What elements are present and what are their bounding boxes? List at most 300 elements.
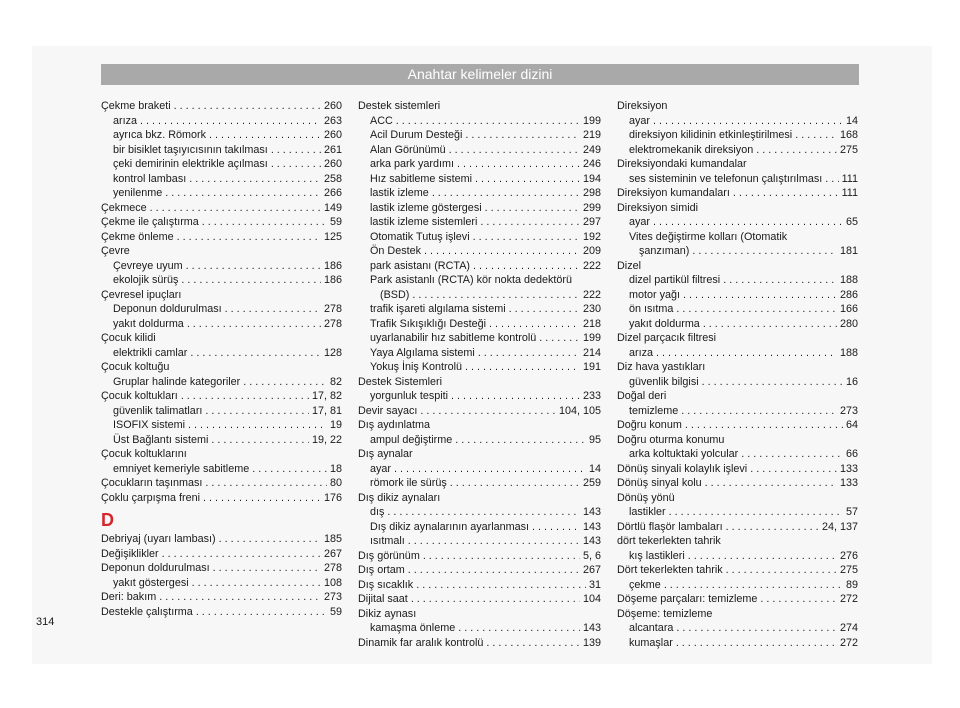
entry-page-ref: 139 [582,636,601,649]
entry-term: uyarlanabilir hız sabitleme kontrolü [370,332,537,344]
index-entry [101,476,342,491]
entry-term: Çevresel ipuçları [101,288,182,301]
entry-page-ref: 272 [839,593,858,605]
entry-page-ref: 186 [323,274,342,286]
entry-term: Dış dikiz aynalarının ayarlanması [370,520,530,533]
entry-term: Direksiyondaki kumandalar [617,158,747,170]
dot-leader [465,360,580,375]
entry-page-ref: 273 [323,591,342,603]
entry-term: Destek sistemleri [358,100,441,112]
index-entry [358,375,601,390]
entry-page-ref: 209 [582,245,601,257]
entry-term: Dış dikiz aynaları [358,491,441,504]
entry-page-ref: 259 [582,477,601,489]
index-entry [358,491,601,506]
dot-leader [174,99,321,114]
dot-leader [192,576,321,591]
index-subentry [617,128,858,143]
entry-page-ref: 260 [323,129,342,141]
dot-leader [181,273,321,288]
entry-term: Dış aydınlatma [358,419,431,431]
dot-leader [188,418,327,433]
dot-leader [685,418,843,433]
entry-page-ref: 31 [588,578,601,591]
entry-page-ref: 188 [839,346,858,359]
entry-term: arıza [629,346,654,359]
entry-page-ref: 133 [839,477,858,489]
index-subentry [617,288,858,303]
dot-leader [703,317,837,332]
entry-page-ref: 280 [839,317,858,330]
dot-leader [408,534,580,549]
entry-page-ref: 278 [323,317,342,330]
entry-page-ref: 17, 82 [311,390,342,402]
index-subentry [617,375,858,390]
entry-term: Trafik Sıkışıklığı Desteği [370,317,486,330]
entry-term: Dış aynalar [358,448,413,460]
entry-page-ref: 57 [845,506,858,518]
dot-leader [756,143,837,158]
entry-term: ayar [370,462,392,475]
entry-page-ref: 297 [582,216,601,228]
index-entry [358,607,601,622]
dot-leader [449,143,580,158]
index-subentry [358,215,601,230]
index-subentry [101,259,342,274]
entry-term: kış lastikleri [629,549,685,562]
entry-term: lastikler [629,506,666,518]
entry-term: motor yağı [629,288,681,301]
dot-leader [705,476,837,491]
entry-page-ref: 14 [588,462,601,475]
section-letter: D [101,510,114,530]
dot-leader [509,302,580,317]
entry-term: Destek Sistemleri [358,375,442,388]
entry-term: Çevreye uyum [113,259,183,272]
index-entry [101,605,342,620]
index-entry [101,288,342,303]
entry-term: Destekle çalıştırma [101,605,193,618]
entry-term: Çocuk kilidi [101,332,156,344]
entry-term: Direksiyon simidi [617,201,698,214]
dot-leader [480,215,580,230]
dot-leader [478,346,580,361]
dot-leader [489,317,580,332]
dot-leader [825,172,838,187]
entry-page-ref: 199 [582,114,601,127]
dot-leader [225,302,321,317]
entry-term: Dizel [617,259,641,272]
entry-page-ref: 143 [582,520,601,533]
entry-page-ref: 266 [323,187,342,199]
entry-term: Alan Görünümü [370,143,446,156]
dot-leader [750,462,837,477]
entry-term: ekolojik sürüş [113,274,179,286]
index-subentry [101,433,342,448]
entry-term: ISOFIX sistemi [113,419,185,431]
entry-page-ref: 82 [329,375,342,388]
index-subentry [617,636,858,651]
index-entry [101,244,342,259]
entry-term: Diz hava yastıkları [617,361,706,373]
index-subentry [101,576,342,591]
dot-leader [186,259,321,274]
entry-term: güvenlik talimatları [113,404,203,417]
entry-page-ref: 143 [582,506,601,518]
index-subentry [101,143,342,158]
entry-term: bir bisiklet taşıyıcısının takılması [113,143,268,156]
index-subentry [101,186,342,201]
entry-page-ref: 95 [588,433,601,446]
entry-page-ref: 267 [323,547,342,560]
entry-term: şanzıman) [639,245,690,257]
entry-term: ampul değiştirme [370,433,453,446]
index-subentry [358,360,601,375]
entry-term: Direksiyon [617,100,668,112]
index-entry [358,578,601,593]
entry-page-ref: 222 [582,259,601,272]
index-entry [617,563,858,578]
index-subentry [101,462,342,477]
entry-page-ref: 65 [845,216,858,228]
entry-term: Dönüş yönü [617,491,675,504]
index-subentry [617,114,858,129]
index-subentry [617,215,858,230]
dot-leader [702,375,843,390]
entry-page-ref: 267 [582,564,601,576]
index-subentry [101,346,342,361]
entry-page-ref: 80 [329,477,342,489]
dot-leader [416,578,586,593]
index-subentry [101,114,342,129]
entry-term: ACC [370,114,393,127]
entry-page-ref: 104 [582,593,601,605]
entry-term: Çocuk koltukları [101,390,178,402]
dot-leader [692,244,837,259]
entry-page-ref: 222 [582,288,601,301]
index-entry [358,99,601,114]
index-entry [617,592,858,607]
entry-term: Deponun doldurulması [101,562,210,574]
dot-leader [653,215,843,230]
entry-term: Dört tekerlekten tahrik [617,564,723,576]
dot-leader [688,549,837,564]
entry-page-ref: 185 [323,533,342,545]
entry-term: arıza [113,114,138,127]
index-subentry [617,143,858,158]
entry-term: Değişiklikler [101,547,159,560]
entry-page-ref: 108 [323,576,342,589]
dot-leader [458,621,580,636]
entry-page-ref: 181 [839,245,858,257]
entry-term: ön ısıtma [629,303,674,315]
entry-page-ref: 246 [582,158,601,170]
entry-page-ref: 275 [839,143,858,156]
index-entry [101,201,342,216]
entry-term: Çekme ile çalıştırma [101,216,199,228]
index-subentry [101,418,342,433]
dot-leader [486,636,580,651]
entry-page-ref: 260 [323,100,342,112]
index-entry [617,201,858,216]
dot-leader [683,288,837,303]
entry-term: Çekme braketi [101,100,171,112]
page-title: Anahtar kelimeler dizini [101,64,859,85]
entry-term: lastik izleme [370,187,429,199]
dot-leader [455,433,586,448]
entry-term: Hız sabitleme sistemi [370,172,472,185]
entry-page-ref: 59 [329,605,342,618]
index-entry [101,532,342,547]
entry-term: Deponun doldurulması [113,303,222,315]
dot-leader [177,230,321,245]
dot-leader [243,375,327,390]
index-subentry [617,302,858,317]
entry-term: trafik işareti algılama sistemi [370,303,506,315]
dot-leader [451,389,580,404]
entry-term: çeki demirinin elektrikle açılması [113,158,268,170]
index-subentry [101,157,342,172]
dot-leader [162,547,321,562]
dot-leader [669,505,843,520]
index-subentry [617,346,858,361]
entry-term: yorgunluk tespiti [370,390,449,402]
index-entry [101,447,342,462]
entry-page-ref: 298 [582,187,601,199]
entry-page-ref: 143 [582,535,601,547]
entry-page-ref: 111 [841,172,858,185]
dot-leader [676,302,837,317]
entry-term: park asistanı (RCTA) [370,259,470,272]
dot-leader [733,186,839,201]
dot-leader [190,346,321,361]
entry-term: Acil Durum Desteği [370,129,463,141]
entry-term: dış [370,506,385,518]
dot-leader [676,636,837,651]
dot-leader [271,157,321,172]
entry-term: römork ile sürüş [370,477,447,489]
dot-leader [387,505,580,520]
index-entry [101,360,342,375]
index-entry [617,259,858,274]
index-subentry [358,520,601,535]
dot-leader [196,605,327,620]
dot-leader [211,433,309,448]
entry-page-ref: 219 [582,129,601,141]
dot-leader [396,114,580,129]
entry-page-ref: 19 [329,419,342,431]
entry-term: Üst Bağlantı sistemi [113,433,209,446]
entry-term: temizleme [629,404,679,417]
entry-term: Yaya Algılama sistemi [370,346,475,359]
entry-term: Deri: bakım [101,591,157,603]
dot-leader [423,549,580,564]
index-subentry [358,273,601,288]
entry-page-ref: 299 [582,201,601,214]
entry-page-ref: 143 [582,622,601,634]
entry-term: Çevre [101,245,130,257]
entry-term: ısıtmalı [370,535,405,547]
index-entry [101,230,342,245]
entry-term: Yokuş İniş Kontrolü [370,361,463,373]
index-subentry [358,157,601,172]
dot-leader [473,230,580,245]
entry-term: Çocuk koltuğu [101,361,170,373]
entry-page-ref: 14 [845,114,858,127]
entry-term: kamaşma önleme [370,622,456,634]
entry-term: dizel partikül filtresi [629,274,721,286]
entry-page-ref: 274 [839,622,858,634]
dot-leader [159,590,321,605]
entry-term: alcantara [629,622,674,634]
entry-page-ref: 233 [582,390,601,402]
dot-leader [795,128,837,143]
index-entry [617,534,858,549]
entry-page-ref: 275 [839,564,858,576]
index-entry [101,331,342,346]
dot-leader [205,404,309,419]
entry-page-ref: 111 [841,187,858,199]
entry-term: Dijital saat [358,593,408,605]
entry-term: yakıt doldurma [629,317,700,330]
dot-leader [165,186,321,201]
entry-page-ref: 191 [582,361,601,373]
index-subentry [358,462,601,477]
dot-leader [209,128,321,143]
index-column-1 [101,99,342,619]
index-entry [358,549,601,564]
entry-term: yakıt doldurma [113,317,184,330]
index-entry [617,607,858,622]
index-entry [358,404,601,419]
entry-page-ref: 16 [845,375,858,388]
index-subentry [358,230,601,245]
entry-term: ayar [629,216,651,228]
index-subentry [101,128,342,143]
entry-term: yakıt göstergesi [113,576,189,589]
entry-page-ref: 261 [323,143,342,156]
entry-term: Çocuk koltuklarını [101,448,187,460]
entry-page-ref: 273 [839,404,858,417]
entry-page-ref: 166 [839,303,858,315]
index-entry [617,433,858,448]
dot-leader [252,462,327,477]
entry-page-ref: 278 [323,303,342,315]
index-entry [617,157,858,172]
index-entry [617,520,858,535]
entry-page-ref: 214 [582,346,601,359]
entry-page-ref: 66 [845,448,858,460]
entry-page-ref: 278 [323,562,342,574]
entry-term: Dış görünüm [358,549,420,562]
dot-leader [420,404,556,419]
dot-leader [539,331,580,346]
dot-leader [187,317,321,332]
entry-page-ref: 149 [323,201,342,214]
entry-term: lastik izleme göstergesi [370,201,482,214]
entry-term: Çocukların taşınması [101,477,203,489]
index-entry [358,636,601,651]
dot-leader [181,389,309,404]
dot-leader [656,346,837,361]
index-subentry [358,114,601,129]
entry-term: çekme [629,578,661,591]
index-subentry [358,433,601,448]
entry-page-ref: 194 [582,172,601,185]
entry-term: güvenlik bilgisi [629,375,699,388]
index-subentry [358,201,601,216]
index-subentry [617,549,858,564]
index-subentry [358,302,601,317]
index-subentry [358,143,601,158]
dot-leader [203,491,321,506]
index-entry [358,447,601,462]
dot-leader [271,143,321,158]
entry-term: Dizel parçacık filtresi [617,332,716,344]
entry-term: Çekmece [101,201,147,214]
index-subentry [617,230,858,245]
index-subentry [617,578,858,593]
index-subentry [358,259,601,274]
index-entry [101,491,342,506]
dot-leader [424,244,580,259]
dot-leader [681,404,837,419]
index-subentry [358,172,601,187]
dot-leader [653,114,843,129]
entry-page-ref: 260 [323,158,342,170]
dot-leader [412,288,580,303]
entry-page-ref: 199 [582,332,601,344]
index-subentry [358,186,601,201]
entry-page-ref: 104, 105 [558,404,601,417]
entry-term: Dış ortam [358,564,405,576]
entry-page-ref: 89 [845,578,858,591]
entry-term: Çoklu çarpışma freni [101,491,201,504]
index-subentry [358,389,601,404]
index-entry [101,99,342,114]
index-subentry [358,346,601,361]
entry-term: Ön Destek [370,245,422,257]
index-subentry [617,621,858,636]
entry-page-ref: 59 [329,216,342,228]
entry-term: yenilenme [113,187,163,199]
entry-page-ref: 276 [839,549,858,562]
entry-term: Devir sayacı [358,404,418,417]
index-subentry [101,404,342,419]
entry-term: arka park yardımı [370,158,455,170]
entry-page-ref: 17, 81 [311,404,342,417]
index-subentry [358,534,601,549]
dot-leader [150,201,321,216]
dot-leader [465,128,580,143]
entry-term: Dikiz aynası [358,607,417,620]
index-entry [617,389,858,404]
entry-page-ref: 218 [582,317,601,330]
entry-page-ref: 5, 6 [582,549,601,562]
dot-leader [205,476,327,491]
entry-page-ref: 249 [582,143,601,156]
entry-term: (BSD) [380,288,410,301]
dot-leader [473,259,580,274]
dot-leader [450,476,580,491]
entry-page-ref: 125 [323,230,342,243]
entry-term: elektrikli camlar [113,346,188,359]
dot-leader [140,114,321,129]
dot-leader [457,157,580,172]
dot-leader [408,563,580,578]
entry-page-ref: 24, 137 [821,520,858,533]
entry-page-ref: 128 [323,346,342,359]
